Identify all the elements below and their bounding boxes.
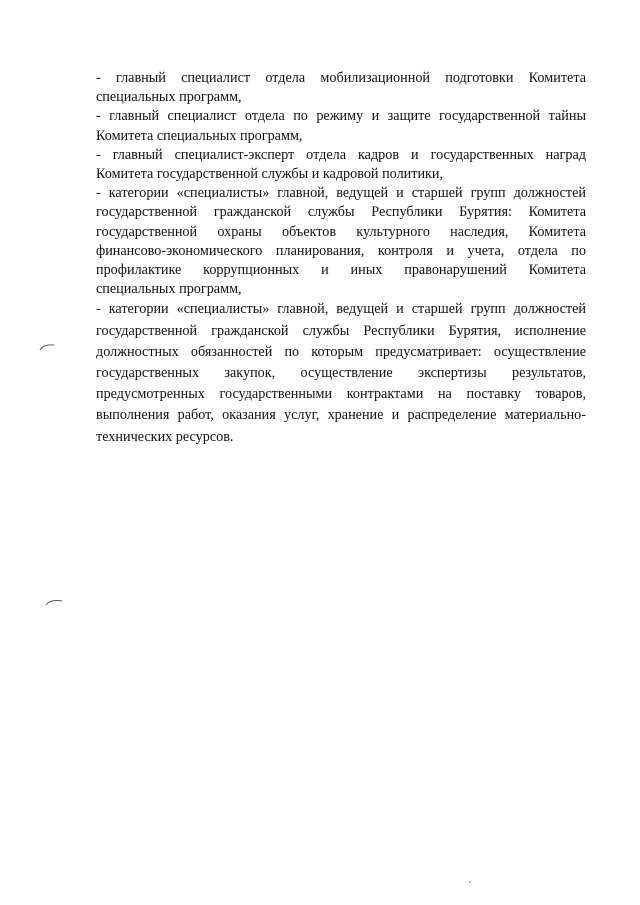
text-line: государственных закупок, осуществление экспертизы результатов, xyxy=(96,365,586,382)
text-line: профилактике коррупционных и иных правонарушений Комитета xyxy=(96,262,586,279)
scan-mark-lower xyxy=(44,597,64,607)
paragraph-specialists-category-procurement xyxy=(96,299,586,447)
text-line: выполнения работ, оказания услуг, хранение и распределение материально- xyxy=(96,407,586,424)
text-line: должностных обязанностей по которым предусматривает: осуществление xyxy=(96,343,586,360)
text-line: предусмотренных государственными контрактами на поставку товаров, xyxy=(96,386,586,403)
text-line: государственной гражданской службы Республики Бурятия: Комитета xyxy=(96,204,586,221)
text-line: финансово-экономического планирования, контроля и учета, отдела по xyxy=(96,242,586,259)
document-body xyxy=(96,69,586,448)
paragraph-mobilization-specialist xyxy=(96,69,586,107)
text-line: государственной охраны объектов культурного наследия, Комитета xyxy=(96,223,586,240)
text-line: - главный специалист-эксперт отдела кадров и государственных наград xyxy=(96,146,586,163)
text-line: - категории «специалисты» главной, ведущей и старшей групп должностей xyxy=(96,301,586,318)
scan-dot xyxy=(468,880,472,884)
paragraph-secrecy-specialist xyxy=(96,107,586,145)
text-line: специальных программ, xyxy=(96,89,242,106)
text-line: Комитета государственной службы и кадровой политики, xyxy=(96,166,444,183)
paragraph-specialists-category-committees xyxy=(96,184,586,299)
text-line: Комитета специальных программ, xyxy=(96,127,303,144)
text-line: технических ресурсов. xyxy=(96,428,234,445)
text-line: государственной гражданской службы Республики Бурятия, исполнение xyxy=(96,322,586,339)
text-line: - главный специалист отдела по режиму и защите государственной тайны xyxy=(96,108,586,125)
text-line: специальных программ, xyxy=(96,281,242,298)
paragraph-hr-specialist xyxy=(96,146,586,184)
text-line: - категории «специалисты» главной, ведущей и старшей групп должностей xyxy=(96,185,586,202)
scan-mark-upper xyxy=(38,342,56,352)
text-line: - главный специалист отдела мобилизационной подготовки Комитета xyxy=(96,70,586,86)
